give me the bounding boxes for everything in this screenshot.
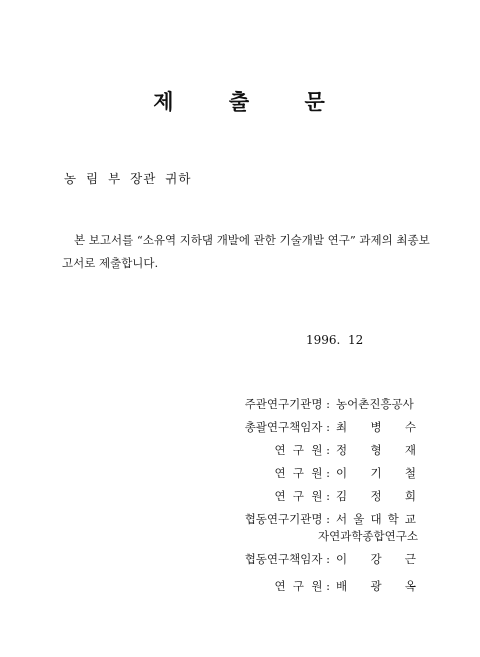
- name-char: 희: [404, 489, 416, 503]
- name-char: 강: [370, 552, 382, 566]
- addressee: 농 림 부 장관 귀하: [64, 171, 192, 186]
- name-char: 이: [336, 552, 348, 566]
- name-char: 울: [353, 512, 365, 526]
- signatory-label: 협동연구기관명 :: [244, 512, 330, 526]
- name-char: 근: [404, 552, 416, 566]
- signatory-label: 연 구 원 :: [274, 443, 330, 457]
- name-char: 이: [336, 466, 348, 480]
- name-char: 대: [370, 512, 382, 526]
- name-char: 형: [370, 443, 382, 457]
- signatory-label: 연 구 원 :: [274, 466, 330, 480]
- name-char: 옥: [404, 579, 416, 593]
- submission-date: 1996. 12: [306, 333, 364, 347]
- title-char: 제: [153, 89, 176, 114]
- name-char: 최: [336, 420, 348, 434]
- signatory-value: [336, 419, 416, 435]
- name-char: 병: [370, 420, 382, 434]
- signatory-value: [336, 488, 416, 504]
- signatory-label: 연 구 원 :: [274, 579, 330, 593]
- name-char: 철: [404, 466, 416, 480]
- document-title: [0, 86, 480, 116]
- signatory-value: [336, 465, 416, 481]
- signatory-value: [336, 511, 416, 527]
- name-char: 정: [336, 443, 348, 457]
- signatory-label: 주관연구기관명 :: [244, 397, 330, 411]
- name-char: 재: [404, 443, 416, 457]
- name-char: 김: [336, 489, 348, 503]
- name-char: 교: [404, 512, 416, 526]
- signatory-label: 연 구 원 :: [274, 489, 330, 503]
- name-char: 정: [370, 489, 382, 503]
- name-char: 광: [370, 579, 382, 593]
- name-char: 배: [336, 579, 348, 593]
- signatory-label: 총괄연구책임자 :: [244, 420, 330, 434]
- signatory-value: 농어촌진흥공사: [336, 397, 414, 411]
- signatory-value: [336, 551, 416, 567]
- body-paragraph: 본 보고서를 “소유역 지하댐 개발에 관한 기술개발 연구” 과제의 최종보고서로 제출합니다.: [62, 233, 430, 270]
- name-char: 학: [387, 512, 399, 526]
- name-char: 기: [370, 466, 382, 480]
- signatory-value: 자연과학종합연구소: [318, 529, 418, 543]
- title-char: 출: [228, 89, 252, 114]
- signatory-value: [336, 442, 416, 458]
- title-char: 문: [304, 89, 327, 114]
- signatory-value: [336, 578, 416, 594]
- name-char: 서: [336, 512, 348, 526]
- signatory-label: 협동연구책임자 :: [244, 552, 330, 566]
- name-char: 수: [404, 420, 416, 434]
